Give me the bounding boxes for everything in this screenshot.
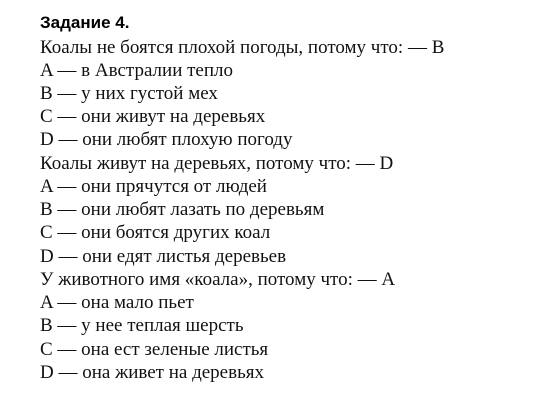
question-2-option-b: B — они любят лазать по деревьям <box>40 199 325 220</box>
question-2-text: Коалы живут на деревьях, потому что: — D <box>40 153 394 174</box>
question-1-option-c: C — они живут на деревьях <box>40 106 266 127</box>
question-2-option-c: C — они боятся других коал <box>40 222 271 243</box>
question-2-option-a: A — они прячутся от людей <box>40 176 267 197</box>
question-3-text: У животного имя «коала», потому что: — A <box>40 269 396 290</box>
question-1-text: Коалы не боятся плохой погоды, потому что: — B <box>40 37 445 58</box>
question-1-option-a: A — в Австралии тепло <box>40 60 233 81</box>
question-3-option-c: C — она ест зеленые листья <box>40 339 269 360</box>
question-3-option-b: B — у нее теплая шерсть <box>40 315 244 336</box>
question-1-option-b: B — у них густой мех <box>40 83 218 104</box>
question-3-option-d: D — она живет на деревьях <box>40 362 264 383</box>
question-3-option-a: A — она мало пьет <box>40 292 194 313</box>
task-title: Задание 4. <box>40 13 130 32</box>
question-2-option-d: D — они едят листья деревьев <box>40 246 287 267</box>
question-1-option-d: D — они любят плохую погоду <box>40 129 293 150</box>
